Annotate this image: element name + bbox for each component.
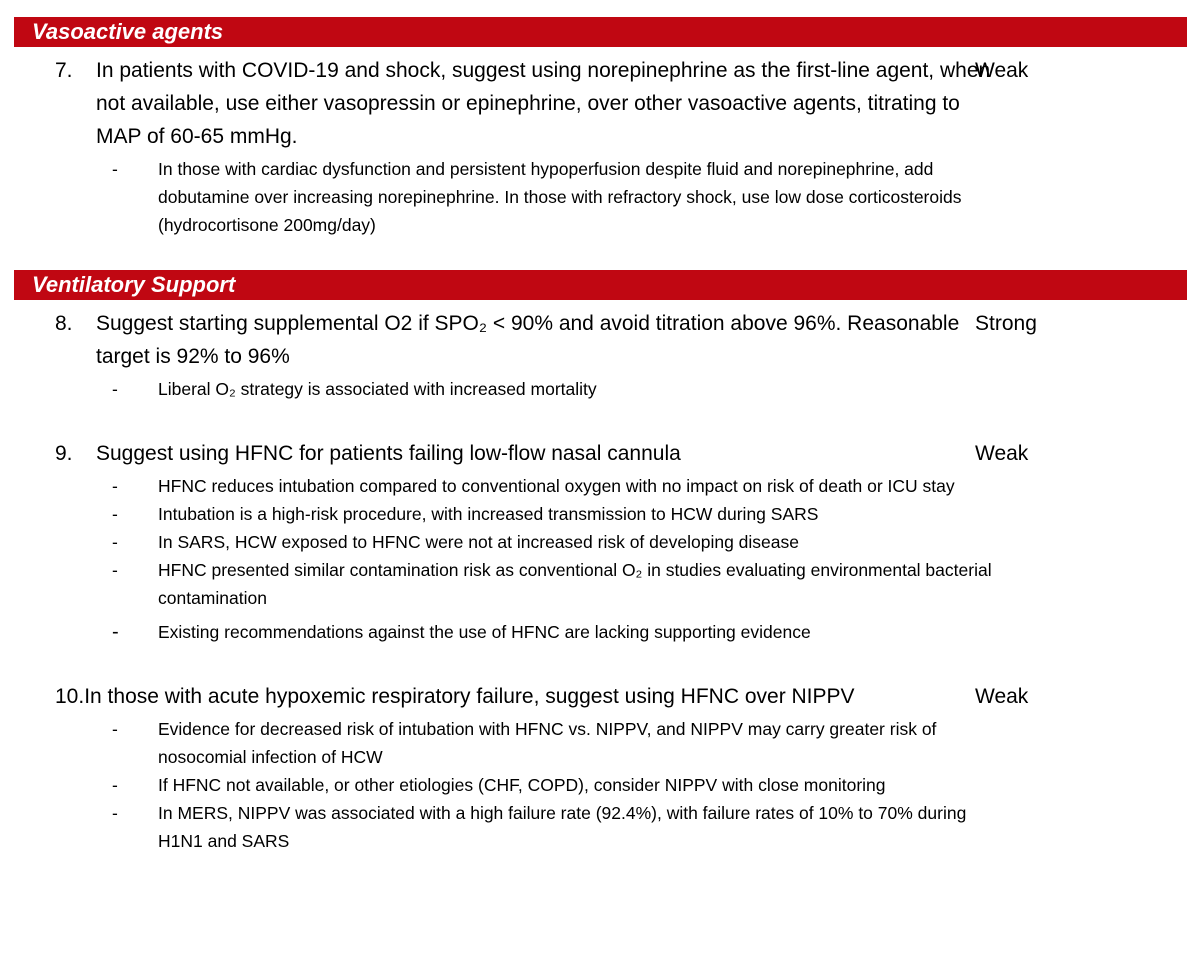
- bullet-dash: -: [112, 775, 118, 795]
- section-title: Ventilatory Support: [32, 272, 236, 297]
- bullet-dash: -: [112, 379, 118, 399]
- bullet-item: [112, 715, 1200, 771]
- bullet-dash: -: [112, 504, 118, 524]
- recommendation-number: 10.: [55, 685, 85, 708]
- recommendation-text: In patients with COVID-19 and shock, suggest using norepinephrine as the first-line agent, when not available, use either vasopressin or epinephrine, over other vasoactive agents, titrating to MAP of 60-65 mmHg.: [96, 59, 991, 148]
- rating-badge: Weak: [975, 685, 1029, 708]
- rating-badge: Strong: [975, 312, 1037, 335]
- bullet-text: Intubation is a high-risk procedure, with increased transmission to HCW during SARS: [158, 504, 819, 524]
- recommendation-number: 7.: [55, 59, 73, 82]
- recommendation-9: [0, 437, 1200, 646]
- bullet-text: Existing recommendations against the use of HFNC are lacking supporting evidence: [158, 622, 811, 642]
- bullet-dash: -: [112, 719, 118, 739]
- bullet-dash: -: [112, 159, 118, 179]
- section-vasoactive-agents: [0, 17, 1200, 239]
- bullet-text: Evidence for decreased risk of intubation with HFNC vs. NIPPV, and NIPPV may carry greater risk of nosocomial infection of HCW: [158, 719, 937, 767]
- bullet-text: Liberal O₂ strategy is associated with increased mortality: [158, 379, 597, 399]
- bullet-item: [112, 375, 1200, 403]
- recommendation-number: 9.: [55, 442, 73, 465]
- bullet-item: [112, 472, 1200, 500]
- bullet-item: [112, 155, 1200, 239]
- bullet-item: [112, 528, 1200, 556]
- bullet-text: In those with cardiac dysfunction and persistent hypoperfusion despite fluid and norepinephrine, add dobutamine over increasing norepinephrine. In those with refractory shock, use low dose corticosteroids (hydrocortisone 200mg/day): [158, 159, 962, 235]
- bullet-dash: -: [112, 560, 118, 580]
- recommendation-text: Suggest using HFNC for patients failing low-flow nasal cannula: [96, 442, 681, 465]
- recommendation-text: Suggest starting supplemental O2 if SPO₂ < 90% and avoid titration above 96%. Reasonable target is 92% to 96%: [96, 312, 960, 368]
- bullet-text: HFNC reduces intubation compared to conventional oxygen with no impact on risk of death or ICU stay: [158, 476, 955, 496]
- recommendation-text: In those with acute hypoxemic respiratory failure, suggest using HFNC over NIPPV: [84, 685, 855, 708]
- bullet-dash: -: [112, 476, 118, 496]
- bullet-list: [112, 155, 1200, 239]
- recommendation-10: [0, 680, 1200, 855]
- bullet-text: HFNC presented similar contamination risk as conventional O₂ in studies evaluating environmental bacterial contamination: [158, 560, 992, 608]
- bullet-item: [112, 556, 1200, 612]
- bullet-dash: -: [112, 621, 119, 643]
- bullet-item: [112, 618, 1200, 646]
- bullet-dash: -: [112, 803, 118, 823]
- section-header-vasoactive-agents: [14, 17, 1187, 47]
- bullet-list: [112, 375, 1200, 403]
- section-title: Vasoactive agents: [32, 19, 224, 44]
- section-header-ventilatory-support: [14, 270, 1187, 300]
- bullet-text: If HFNC not available, or other etiologies (CHF, COPD), consider NIPPV with close monitoring: [158, 775, 886, 795]
- recommendation-8: [0, 307, 1200, 403]
- section-ventilatory-support: [0, 270, 1200, 855]
- bullet-list: [112, 715, 1200, 855]
- rating-badge: Weak: [975, 59, 1029, 82]
- bullet-text: In SARS, HCW exposed to HFNC were not at increased risk of developing disease: [158, 532, 799, 552]
- bullet-list: [112, 472, 1200, 646]
- bullet-item: [112, 799, 1200, 855]
- recommendation-7: [0, 54, 1200, 239]
- bullet-item: [112, 771, 1200, 799]
- bullet-item: [112, 500, 1200, 528]
- bullet-dash: -: [112, 532, 118, 552]
- recommendation-number: 8.: [55, 312, 73, 335]
- rating-badge: Weak: [975, 442, 1029, 465]
- bullet-text: In MERS, NIPPV was associated with a high failure rate (92.4%), with failure rates of 10% to 70% during H1N1 and SARS: [158, 803, 967, 851]
